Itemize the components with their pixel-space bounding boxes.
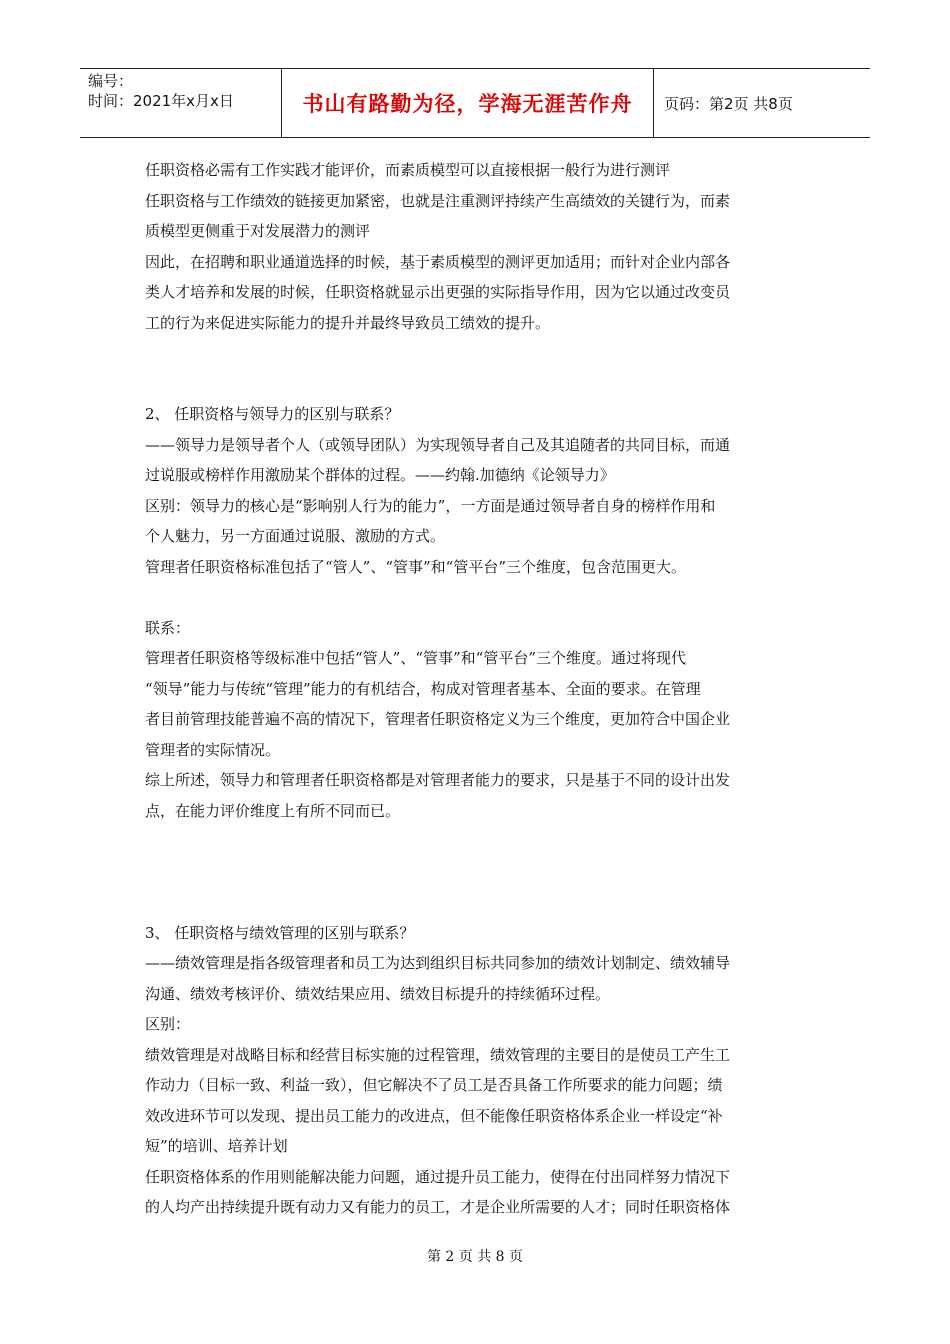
body-line: ——绩效管理是指各级管理者和员工为达到组织目标共同参加的绩效计划制定、绩效辅导 [145,954,731,972]
paragraph-gap [145,857,813,918]
body-line: 任职资格体系的作用则能解决能力问题，通过提升员工能力，使得在付出同样努力情况下 [145,1167,731,1186]
document-number-label: 编号： [88,72,134,90]
header-page-info: 页码：第2页 共8页 [664,94,793,113]
body-line: 效改进环节可以发现、提出员工能力的改进点，但不能像任职资格体系企业一样设定“补 [145,1106,723,1125]
body-line: 作动力（目标一致、利益一致），但它解决不了员工是否具备工作所要求的能力问题；绩 [145,1076,723,1094]
body-line: “领导”能力与传统“管理”能力的有机结合，构成对管理者基本、全面的要求。在管理 [145,679,701,698]
document-time-label: 时间：2021年x月x日 [88,92,234,110]
body-line: 沟通、绩效考核评价、绩效结果应用、绩效目标提升的持续循环过程。 [145,984,611,1003]
body-line: 个人魅力，另一方面通过说服、激励的方式。 [145,527,446,545]
header-meta-cell [80,69,282,137]
body-line: 的人均产出持续提升既有动力又有能力的员工，才是企业所需要的人才；同时任职资格体 [145,1198,731,1216]
body-line: 任职资格与工作绩效的链接更加紧密，也就是注重测评持续产生高绩效的关键行为，而素 [145,191,731,210]
body-line: 质模型更侧重于对发展潜力的测评 [145,222,371,240]
body-line: 者目前管理技能普遍不高的情况下，管理者任职资格定义为三个维度，更加符合中国企业 [145,710,731,728]
body-line: 绩效管理是对战略目标和经营目标实施的过程管理，绩效管理的主要目的是使员工产生工 [145,1045,731,1064]
header-motto-cell [282,69,654,137]
footer-page-number: 第 2 页 共 8 页 [426,1249,524,1265]
section-heading: 2、 任职资格与领导力的区别与联系？ [145,405,400,423]
body-line: 管理者的实际情况。 [145,740,281,759]
page-header [80,68,870,138]
body-line: 点，在能力评价维度上有所不同而已。 [145,801,401,820]
body-line: ——领导力是领导者个人（或领导团队）为实现领导者自己及其追随者的共同目标，而通 [145,435,731,454]
section-heading: 3、 任职资格与绩效管理的区别与联系？ [145,923,415,942]
body-line: 综上所述，领导力和管理者任职资格都是对管理者能力的要求，只是基于不同的设计出发 [145,771,731,789]
body-line: 区别：领导力的核心是“影响别人行为的能力”，一方面是通过领导者自身的榜样作用和 [145,496,716,515]
body-line: 联系： [145,618,191,637]
paragraph-gap [145,582,813,613]
body-line: 工的行为来促进实际能力的提升并最终导致员工绩效的提升。 [145,313,551,332]
body-line: 短”的培训、培养计划 [145,1137,288,1155]
body-line: 过说服或榜样作用激励某个群体的过程。——约翰.加德纳《论领导力》 [145,466,615,484]
paragraph-gap [145,826,813,857]
page-footer [0,1246,950,1266]
body-line: 管理者任职资格等级标准中包括“管人”、“管事”和“管平台”三个维度。通过将现代 [145,649,687,667]
document-body [145,155,813,1223]
paragraph-gap [145,338,813,399]
body-line: 任职资格必需有工作实践才能评价，而素质模型可以直接根据一般行为进行测评 [145,161,671,179]
body-line: 区别： [145,1015,191,1033]
body-line: 类人才培养和发展的时候，任职资格就显示出更强的实际指导作用，因为它以通过改变员 [145,283,731,301]
body-line: 管理者任职资格标准包括了“管人”、“管事”和“管平台”三个维度，包含范围更大。 [145,557,687,576]
body-line: 因此，在招聘和职业通道选择的时候，基于素质模型的测评更加适用；而针对企业内部各 [145,252,731,271]
header-page-cell [654,69,870,137]
header-motto: 书山有路勤为径，学海无涯苦作舟 [302,92,633,116]
